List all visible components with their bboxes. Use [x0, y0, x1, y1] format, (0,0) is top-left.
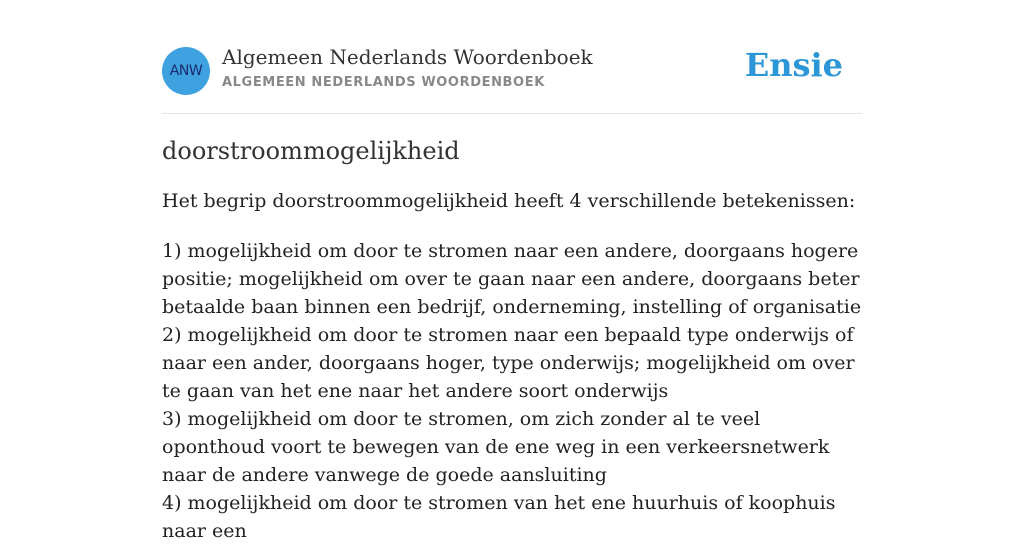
anw-logo[interactable] — [162, 47, 210, 95]
entry-intro: Het begrip doorstroommogelijkheid heeft 4 verschillende betekenissen: — [162, 190, 856, 212]
dictionary-subtitle: ALGEMEEN NEDERLANDS WOORDENBOEK — [222, 75, 545, 90]
ensie-logo[interactable]: Ensie — [744, 46, 843, 84]
definition-item: 4) mogelijkheid om door te stromen van het ene huurhuis of koophuis naar een — [162, 492, 836, 542]
anw-logo-text: ANW — [169, 63, 203, 79]
definition-item: 2) mogelijkheid om door te stromen naar een bepaald type onderwijs of naar een ander, doorgaans hoger, type onderwijs; mogelijkheid om over te gaan van het ene naar het andere soort onderwijs — [162, 324, 855, 402]
header — [162, 0, 862, 114]
page — [162, 0, 862, 542]
entry-word: doorstroommogelijkheid — [162, 137, 460, 165]
definition-list — [162, 237, 862, 545]
definition-item: 3) mogelijkheid om door te stromen, om zich zonder al te veel oponthoud voort te bewegen van de ene weg in een verkeersnetwerk naar de andere vanwege de goede aansluiting — [162, 408, 830, 486]
definition-item: 1) mogelijkheid om door te stromen naar een andere, doorgaans hogere positie; mogelijkheid om over te gaan naar een andere, doorgaans beter betaalde baan binnen een bedrijf, onderneming, instelling of organisatie — [162, 240, 862, 318]
dictionary-title[interactable]: Algemeen Nederlands Woordenboek — [222, 45, 593, 69]
